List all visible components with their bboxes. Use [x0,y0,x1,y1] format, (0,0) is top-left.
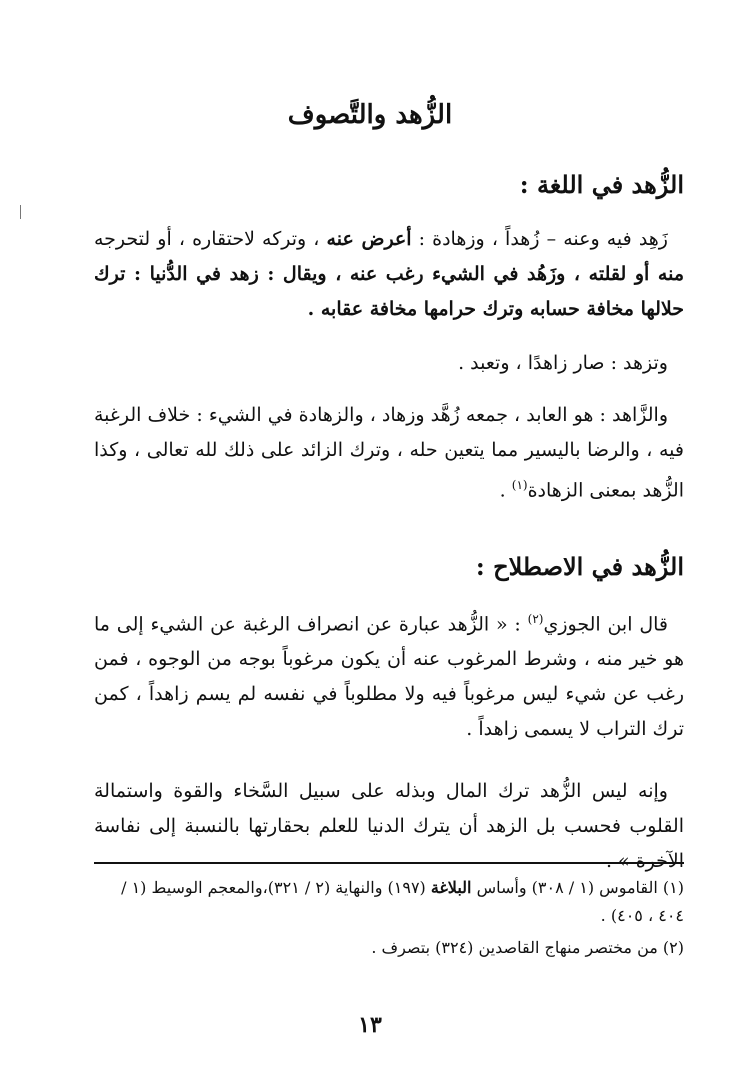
text-run: (١٩٧) والنهاية (٢ / ٣٢١)،والمعجم الوسيط (١ / ٤٠٤ ، ٤٠٥) . [121,878,684,925]
heading-linguistic: الزُّهد في اللغة : [519,170,684,199]
page-number: ١٣ [358,1012,382,1038]
footnote-divider [94,862,684,864]
text-run: . [499,479,512,502]
paragraph-linguistic-definition [94,222,684,327]
footnote-1 [94,874,684,930]
text-run: وإنه ليس الزُّهد ترك المال وبذله على سبيل السَّخاء والقوة واستمالة القلوب فحسب بل الزهد أن يترك الدنيا للعلم بحقارتها بالنسبة إلى نفاسة الآخرة » . [94,780,684,872]
text-run: والزَّاهد : هو العابد ، جمعه زُهَّد وزهاد ، والزهادة في الشيء : خلاف الرغبة فيه ، والرضا باليسير مما يتعين حله ، وترك الزائد على ذلك لله تعالى ، وكذا الزُّهد بمعنى الزهادة [94,404,684,502]
page-title: الزُّهد والتَّصوف [287,100,453,130]
margin-mark [20,205,21,219]
footnote-2: (٢) من مختصر منهاج القاصدين (٣٢٤) بتصرف . [371,938,684,957]
text-run-bold: أعرض عنه [326,228,412,250]
text-run-bold: البلاغة [430,878,472,897]
footnote-ref-1[interactable]: (١) [511,478,528,492]
text-run: وتزهد : صار زاهدًا ، وتعبد . [458,352,668,374]
paragraph-zahid [94,398,684,508]
paragraph-tazahhud [94,346,684,381]
footnote-ref-2[interactable]: (٢) [527,612,544,626]
text-run: قال ابن الجوزي [543,613,668,636]
heading-terminological: الزُّهد في الاصطلاح : [475,552,684,581]
text-run: زَهِد فيه وعنه – زُهداً ، وزهادة : [411,228,668,250]
text-run: ، وتركه لاحتقاره ، أو لتحرجه [94,228,327,250]
text-run: (١) القاموس (١ / ٣٠٨) وأساس [471,878,684,897]
text-run-bold: منه أو لقلته ، وزَهُد في الشيء رغب عنه ، ويقال : زهد في الدُّنيا : ترك حلالها مخافة حسابه وترك حرامها مخافة عقابه . [94,263,684,320]
paragraph-ibn-jawzi [94,602,684,747]
text-run: : « الزُّهد عبارة عن انصراف الرغبة عن الشيء إلى ما هو خير منه ، وشرط المرغوب عنه أن يكون مرغوباً بوجه من الوجوه ، فمن رغب عن شيء ليس مرغوباً فيه ولا مطلوباً في نفسه لم يسم زاهداً ، كمن ترك التراب لا يسمى زاهداً . [94,613,684,741]
